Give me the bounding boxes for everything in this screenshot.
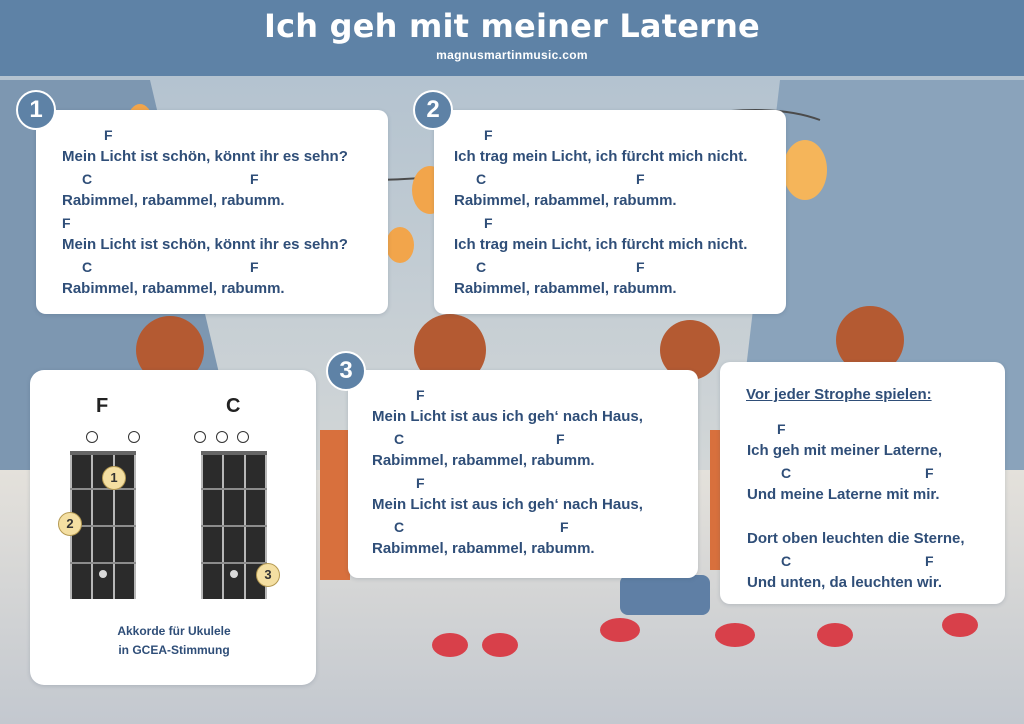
chord-f-name: F xyxy=(96,395,109,417)
fret-inlay xyxy=(230,570,238,578)
verse-2-card xyxy=(434,110,786,314)
lyric-line: Ich trag mein Licht, ich fürcht mich nicht. xyxy=(454,148,748,165)
open-string-marker xyxy=(237,431,249,443)
page-title: Ich geh mit meiner Laterne xyxy=(264,7,760,45)
chord-label: F xyxy=(250,259,259,275)
lyric-line: Rabimmel, rabammel, rabumm. xyxy=(62,192,285,209)
chord-label: C xyxy=(476,171,487,187)
fret xyxy=(201,525,267,527)
chord-line xyxy=(747,418,965,440)
chord-label: F xyxy=(925,465,934,481)
fret xyxy=(70,562,136,564)
chord-label: C xyxy=(476,259,487,275)
open-string-marker xyxy=(128,431,140,443)
verse-3-number-badge: 3 xyxy=(326,351,366,391)
lyric-line: Mein Licht ist aus ich geh‘ nach Haus, xyxy=(372,408,643,425)
chord-label: C xyxy=(82,259,93,275)
lyric-line: Und meine Laterne mit mir. xyxy=(747,486,940,503)
fret xyxy=(201,488,267,490)
intro-heading: Vor jeder Strophe spielen: xyxy=(746,386,932,403)
chord-line xyxy=(454,256,747,278)
chord-line xyxy=(454,212,747,234)
chord-label: C xyxy=(82,171,93,187)
chord-chart-card xyxy=(30,370,316,685)
chord-chart-caption-line-2: in GCEA-Stimmung xyxy=(118,643,230,657)
verse-1-card xyxy=(36,110,388,314)
chord-label: F xyxy=(484,215,493,231)
chord-label: C xyxy=(394,431,405,447)
lyric-line: Rabimmel, rabammel, rabumm. xyxy=(372,540,595,557)
chord-chart-caption-line-1: Akkorde für Ukulele xyxy=(117,624,231,638)
chord-line xyxy=(747,462,965,484)
chord-line xyxy=(62,256,348,278)
header-banner xyxy=(0,0,1024,76)
fret-inlay xyxy=(99,570,107,578)
chord-line xyxy=(62,212,348,234)
lyric-line: Und unten, da leuchten wir. xyxy=(747,574,943,591)
open-string-marker xyxy=(86,431,98,443)
verse-2-lines xyxy=(454,124,747,300)
lyric-line: Ich trag mein Licht, ich fürcht mich nicht. xyxy=(454,236,748,253)
nut xyxy=(201,451,267,455)
lyric-line: Mein Licht ist aus ich geh‘ nach Haus, xyxy=(372,496,643,513)
chord-label: C xyxy=(394,519,405,535)
open-string-marker xyxy=(216,431,228,443)
chord-label: F xyxy=(636,171,645,187)
chord-line xyxy=(454,168,747,190)
lyric-line: Mein Licht ist schön, könnt ihr es sehn? xyxy=(62,148,348,165)
chord-label: F xyxy=(104,127,113,143)
lyric-line: Rabimmel, rabammel, rabumm. xyxy=(454,192,677,209)
website-link[interactable]: magnusmartinmusic.com xyxy=(436,48,588,62)
chord-label: F xyxy=(777,421,786,437)
chord-line xyxy=(62,124,348,146)
chord-line xyxy=(372,428,643,450)
chord-line xyxy=(62,168,348,190)
chord-label: F xyxy=(416,387,425,403)
lyric-line: Rabimmel, rabammel, rabumm. xyxy=(372,452,595,469)
lyric-line: Ich geh mit meiner Laterne, xyxy=(747,442,943,459)
chord-line xyxy=(372,516,643,538)
chord-line xyxy=(372,472,643,494)
chord-label: F xyxy=(636,259,645,275)
fret xyxy=(201,562,267,564)
lyric-line: Rabimmel, rabammel, rabumm. xyxy=(62,280,285,297)
finger-position-3: 3 xyxy=(256,563,280,587)
chord-label: F xyxy=(560,519,569,535)
finger-position-2: 2 xyxy=(58,512,82,536)
lyric-line: Rabimmel, rabammel, rabumm. xyxy=(454,280,677,297)
chord-line xyxy=(747,550,965,572)
verse-3-lines xyxy=(372,384,643,560)
chord-line xyxy=(372,384,643,406)
chord-label: F xyxy=(484,127,493,143)
chord-label: F xyxy=(250,171,259,187)
chord-c-name: C xyxy=(226,395,241,417)
intro-card xyxy=(720,362,1005,604)
lyric-line: Dort oben leuchten die Sterne, xyxy=(747,530,965,547)
chord-label: F xyxy=(925,553,934,569)
chord-label: F xyxy=(556,431,565,447)
nut xyxy=(70,451,136,455)
chord-label: C xyxy=(781,465,792,481)
fret xyxy=(70,488,136,490)
verse-1-lines xyxy=(62,124,348,300)
chord-line xyxy=(454,124,747,146)
chord-label: F xyxy=(62,215,71,231)
verse-3-card xyxy=(348,370,698,578)
intro-lines xyxy=(747,418,965,594)
verse-1-number-badge: 1 xyxy=(16,90,56,130)
chord-label: C xyxy=(781,553,792,569)
open-string-marker xyxy=(194,431,206,443)
verse-2-number-badge: 2 xyxy=(413,90,453,130)
finger-position-1: 1 xyxy=(102,466,126,490)
chord-label: F xyxy=(416,475,425,491)
lyric-line: Mein Licht ist schön, könnt ihr es sehn? xyxy=(62,236,348,253)
